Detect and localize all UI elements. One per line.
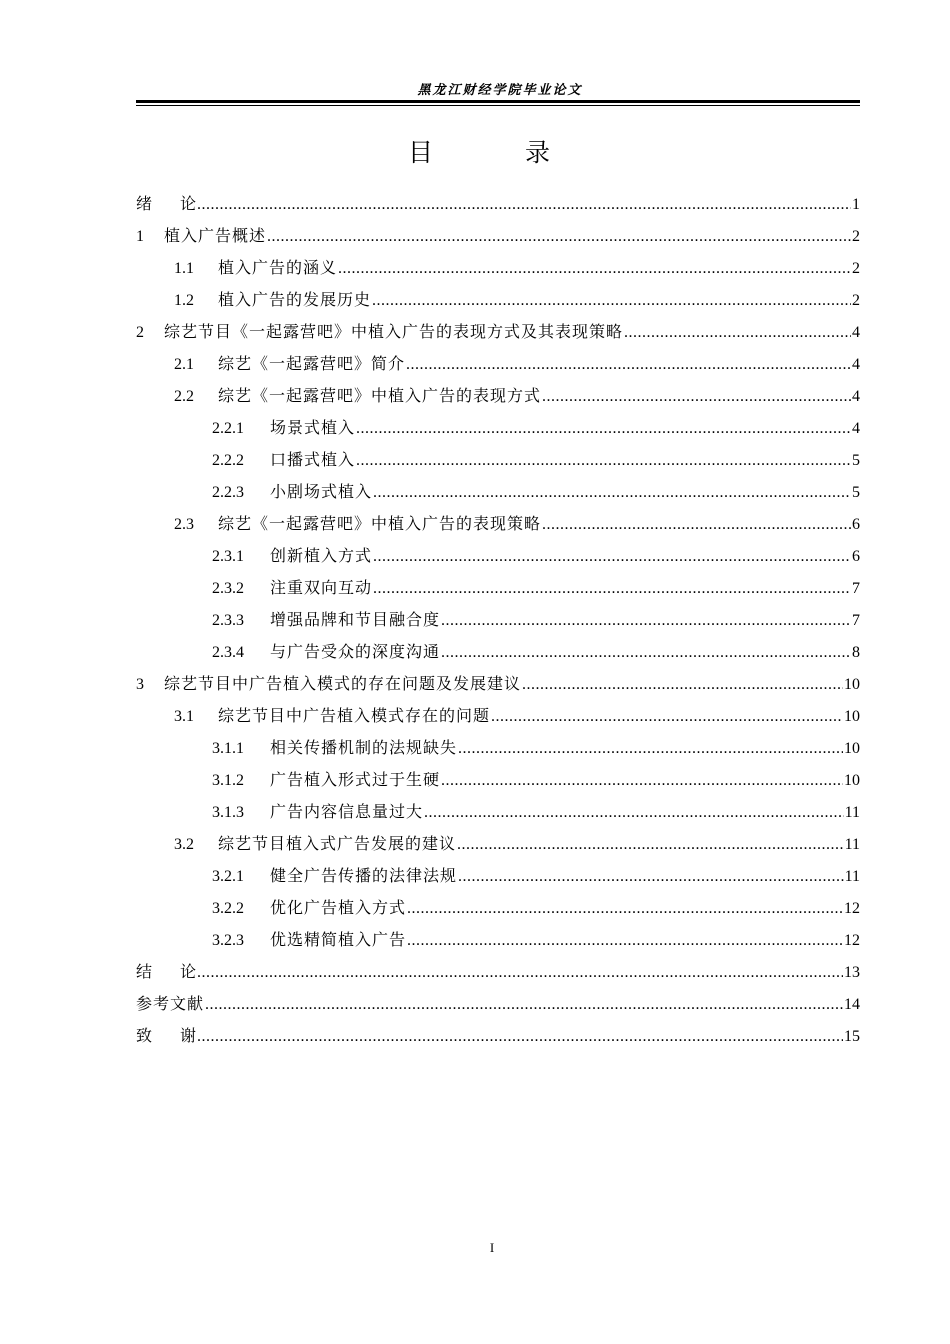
toc-dot-leader xyxy=(372,285,851,317)
toc-dot-leader xyxy=(373,573,851,605)
toc-entry-title: 综艺《一起露营吧》中植入广告的表现方式 xyxy=(218,386,542,405)
toc-entry-title: 创新植入方式 xyxy=(270,546,373,565)
toc-entry-number: 3.1.2 xyxy=(212,772,244,789)
toc-dot-leader xyxy=(424,797,844,829)
toc-entry[interactable] xyxy=(136,348,860,380)
toc-list xyxy=(136,188,860,1052)
toc-entry-page: 2 xyxy=(852,228,860,245)
toc-entry-title: 小剧场式植入 xyxy=(270,482,373,501)
toc-dot-leader xyxy=(458,733,843,765)
toc-entry[interactable] xyxy=(136,476,860,508)
toc-entry-page: 10 xyxy=(844,708,860,725)
toc-entry-number: 3.1 xyxy=(174,708,194,725)
toc-entry-number: 2.2.2 xyxy=(212,452,244,469)
toc-entry-title: 结论 xyxy=(136,962,225,981)
toc-entry-page: 7 xyxy=(852,612,860,629)
toc-dot-leader xyxy=(542,509,851,541)
toc-dot-leader xyxy=(441,605,851,637)
header-title: 黑龙江财经学院毕业论文 xyxy=(417,83,583,98)
toc-entry-number: 3.2 xyxy=(174,836,194,853)
toc-entry[interactable] xyxy=(136,604,860,636)
toc-entry-number: 2 xyxy=(136,324,144,341)
toc-entry-page: 11 xyxy=(844,836,860,853)
toc-dot-leader xyxy=(542,381,851,413)
toc-dot-leader xyxy=(197,189,851,221)
toc-entry[interactable] xyxy=(136,764,860,796)
toc-entry-title: 综艺节目植入式广告发展的建议 xyxy=(218,834,457,853)
toc-entry-title: 综艺节目中广告植入模式存在的问题 xyxy=(218,706,491,725)
toc-entry-title: 植入广告概述 xyxy=(164,226,267,245)
header-rule-thin xyxy=(136,105,860,106)
toc-dot-leader xyxy=(522,669,843,701)
toc-entry-number: 3.1.3 xyxy=(212,804,244,821)
toc-title: 目 录 xyxy=(408,138,592,167)
toc-entry[interactable] xyxy=(136,828,860,860)
toc-dot-leader xyxy=(338,253,851,285)
toc-dot-leader xyxy=(406,349,851,381)
toc-entry-title: 优化广告植入方式 xyxy=(270,898,407,917)
toc-entry[interactable] xyxy=(136,732,860,764)
toc-entry-page: 6 xyxy=(852,548,860,565)
toc-entry[interactable] xyxy=(136,572,860,604)
toc-entry[interactable] xyxy=(136,316,860,348)
toc-entry-title: 参考文献 xyxy=(136,994,205,1013)
toc-entry[interactable] xyxy=(136,956,860,988)
toc-entry-page: 10 xyxy=(844,740,860,757)
toc-entry-page: 4 xyxy=(852,420,860,437)
toc-entry[interactable] xyxy=(136,380,860,412)
toc-entry[interactable] xyxy=(136,508,860,540)
toc-entry-page: 14 xyxy=(844,996,860,1013)
toc-entry[interactable] xyxy=(136,636,860,668)
toc-dot-leader xyxy=(457,829,844,861)
toc-entry-page: 5 xyxy=(852,452,860,469)
toc-entry[interactable] xyxy=(136,796,860,828)
toc-entry-number: 1.1 xyxy=(174,260,194,277)
toc-dot-leader xyxy=(356,413,851,445)
toc-entry-title: 植入广告的涵义 xyxy=(218,258,338,277)
toc-entry-number: 1.2 xyxy=(174,292,194,309)
toc-entry[interactable] xyxy=(136,892,860,924)
toc-entry-title: 与广告受众的深度沟通 xyxy=(270,642,441,661)
toc-entry-title: 优选精简植入广告 xyxy=(270,930,407,949)
toc-entry-title: 口播式植入 xyxy=(270,450,356,469)
toc-entry-page: 7 xyxy=(852,580,860,597)
toc-entry-page: 10 xyxy=(844,676,860,693)
toc-entry-number: 1 xyxy=(136,228,144,245)
toc-entry-page: 6 xyxy=(852,516,860,533)
toc-dot-leader xyxy=(624,317,851,349)
page-number: I xyxy=(489,1240,495,1255)
toc-entry-number: 2.3.1 xyxy=(212,548,244,565)
toc-entry-number: 2.3.3 xyxy=(212,612,244,629)
toc-entry-number: 2.2.3 xyxy=(212,484,244,501)
toc-entry[interactable] xyxy=(136,988,860,1020)
toc-entry[interactable] xyxy=(136,188,860,220)
toc-entry-title: 增强品牌和节目融合度 xyxy=(270,610,441,629)
toc-dot-leader xyxy=(458,861,844,893)
toc-dot-leader xyxy=(407,925,843,957)
toc-entry[interactable] xyxy=(136,220,860,252)
toc-entry-number: 2.1 xyxy=(174,356,194,373)
toc-entry-page: 8 xyxy=(852,644,860,661)
toc-entry-page: 2 xyxy=(852,260,860,277)
toc-dot-leader xyxy=(197,1021,843,1053)
toc-dot-leader xyxy=(267,221,851,253)
toc-entry-page: 12 xyxy=(844,932,860,949)
toc-entry[interactable] xyxy=(136,412,860,444)
toc-entry-page: 4 xyxy=(852,356,860,373)
toc-entry-number: 3 xyxy=(136,676,144,693)
toc-dot-leader xyxy=(197,957,843,989)
toc-entry-page: 4 xyxy=(852,324,860,341)
header-rule-thick xyxy=(136,100,860,103)
toc-entry-title: 植入广告的发展历史 xyxy=(218,290,372,309)
toc-entry-title: 健全广告传播的法律法规 xyxy=(270,866,458,885)
toc-entry-title: 广告内容信息量过大 xyxy=(270,802,424,821)
toc-entry-number: 3.1.1 xyxy=(212,740,244,757)
toc-dot-leader xyxy=(356,445,851,477)
toc-entry[interactable] xyxy=(136,284,860,316)
toc-entry-page: 1 xyxy=(852,196,860,213)
toc-entry[interactable] xyxy=(136,668,860,700)
toc-entry-title: 绪论 xyxy=(136,194,225,213)
toc-entry[interactable] xyxy=(136,252,860,284)
toc-entry-number: 3.2.3 xyxy=(212,932,244,949)
toc-dot-leader xyxy=(407,893,843,925)
toc-entry-title: 综艺《一起露营吧》中植入广告的表现策略 xyxy=(218,514,542,533)
toc-entry-page: 10 xyxy=(844,772,860,789)
toc-dot-leader xyxy=(373,477,851,509)
toc-entry-title: 致谢 xyxy=(136,1026,225,1045)
toc-entry-page: 4 xyxy=(852,388,860,405)
toc-entry-number: 3.2.1 xyxy=(212,868,244,885)
toc-entry-page: 2 xyxy=(852,292,860,309)
toc-dot-leader xyxy=(373,541,851,573)
toc-entry-title: 场景式植入 xyxy=(270,418,356,437)
toc-entry-page: 12 xyxy=(844,900,860,917)
toc-entry-number: 2.3.4 xyxy=(212,644,244,661)
toc-entry-number: 2.2.1 xyxy=(212,420,244,437)
toc-entry[interactable] xyxy=(136,924,860,956)
toc-entry-number: 3.2.2 xyxy=(212,900,244,917)
toc-entry-page: 5 xyxy=(852,484,860,501)
toc-entry[interactable] xyxy=(136,860,860,892)
toc-entry[interactable] xyxy=(136,1020,860,1052)
toc-entry-title: 综艺节目中广告植入模式的存在问题及发展建议 xyxy=(164,674,522,693)
toc-entry-page: 11 xyxy=(844,868,860,885)
toc-dot-leader xyxy=(441,637,851,669)
toc-entry-page: 11 xyxy=(844,804,860,821)
toc-entry[interactable] xyxy=(136,540,860,572)
toc-dot-leader xyxy=(205,989,843,1021)
toc-dot-leader xyxy=(441,765,843,797)
toc-entry-title: 综艺节目《一起露营吧》中植入广告的表现方式及其表现策略 xyxy=(164,322,624,341)
toc-entry-title: 相关传播机制的法规缺失 xyxy=(270,738,458,757)
toc-entry-number: 2.3.2 xyxy=(212,580,244,597)
toc-dot-leader xyxy=(491,701,843,733)
toc-entry-number: 2.2 xyxy=(174,388,194,405)
toc-entry-title: 综艺《一起露营吧》简介 xyxy=(218,354,406,373)
toc-entry-page: 15 xyxy=(844,1028,860,1045)
toc-entry[interactable] xyxy=(136,700,860,732)
toc-entry[interactable] xyxy=(136,444,860,476)
toc-entry-number: 2.3 xyxy=(174,516,194,533)
toc-entry-title: 注重双向互动 xyxy=(270,578,373,597)
toc-entry-page: 13 xyxy=(844,964,860,981)
toc-entry-title: 广告植入形式过于生硬 xyxy=(270,770,441,789)
